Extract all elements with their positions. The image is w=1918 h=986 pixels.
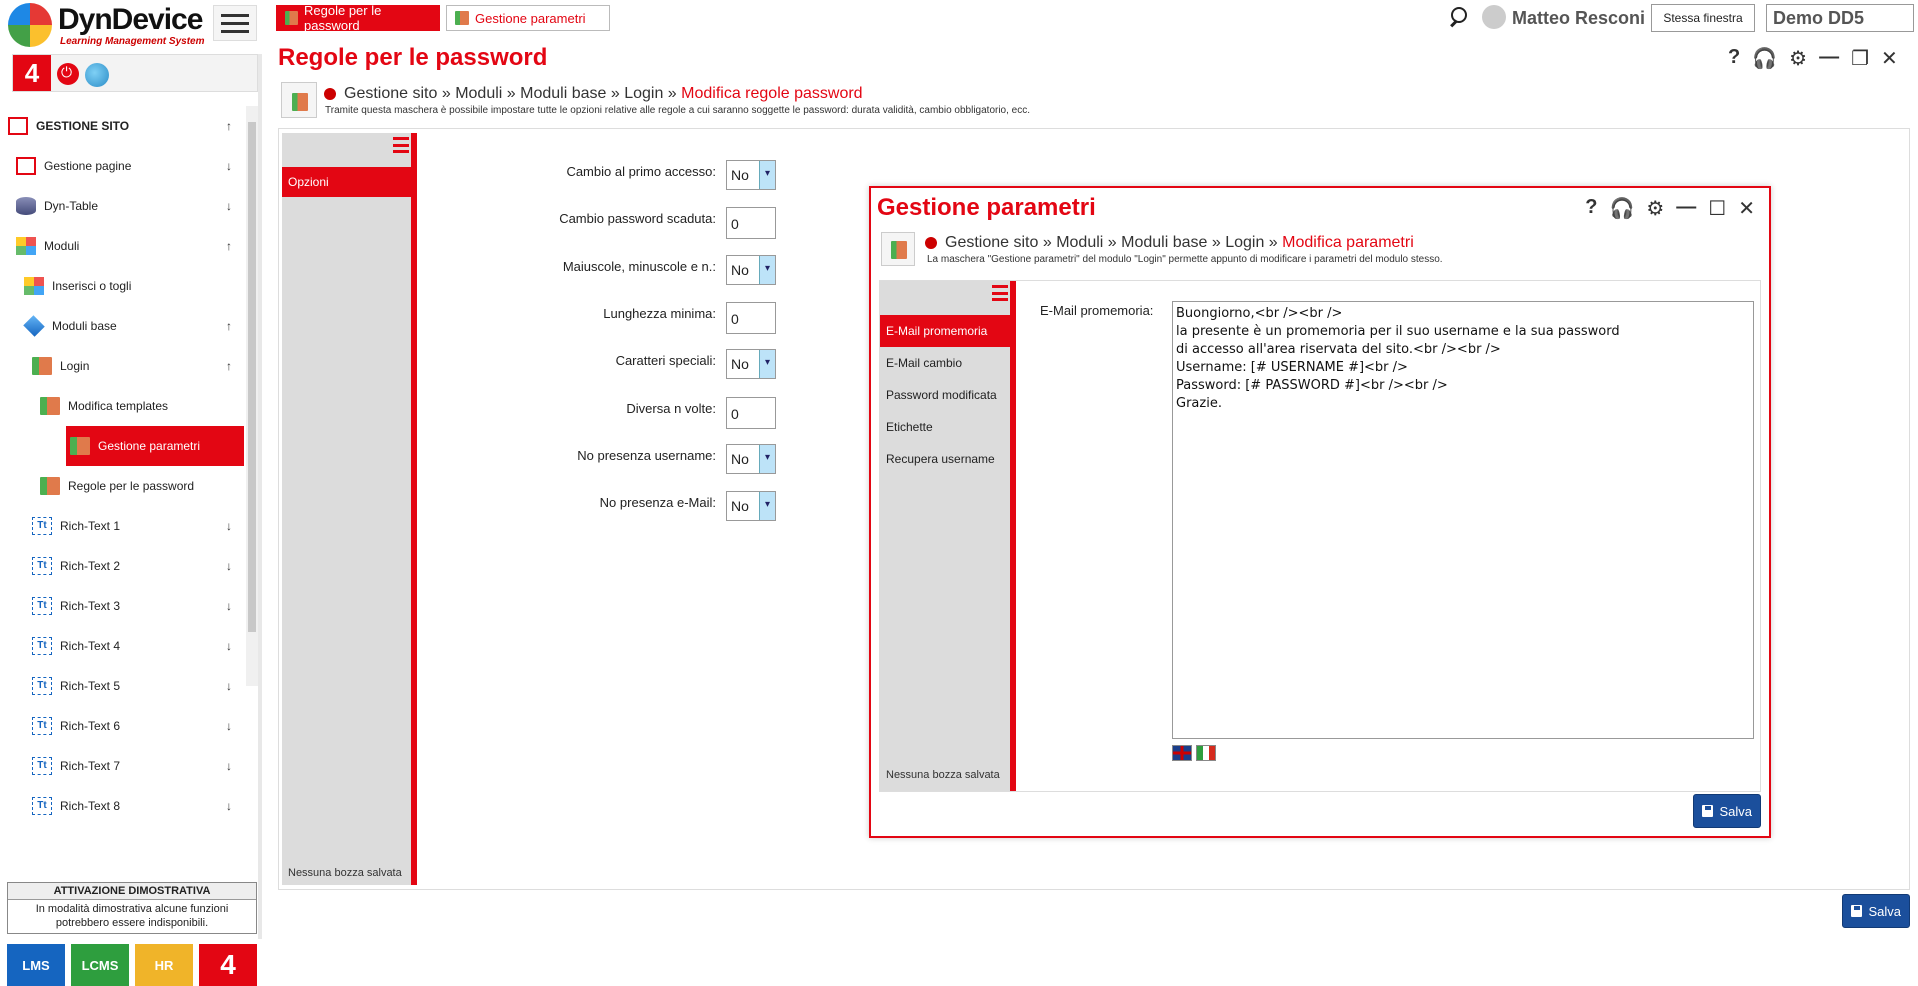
floppy-disk-icon [1702,805,1713,817]
breadcrumb-item[interactable]: Moduli base [520,85,607,102]
language-flags [1172,745,1216,761]
audio-icon[interactable] [324,88,336,100]
breadcrumb-current: Modifica parametri [1282,234,1414,251]
expand-arrow-icon[interactable]: ↓ [226,719,232,733]
expand-arrow-icon[interactable]: ↓ [226,599,232,613]
sidebar-item-label: Gestione pagine [44,159,132,173]
form-row [440,349,780,385]
form-row [440,302,780,338]
breadcrumb [324,85,863,103]
sidebar-item[interactable] [8,746,244,786]
field-select[interactable] [726,160,776,190]
sidebar-item[interactable] [8,506,244,546]
sidebar-item[interactable] [8,346,244,386]
logo-brand: DynDevice [58,3,203,36]
dialog-tab[interactable]: Password modificata [886,388,997,402]
select-value: No [731,167,749,183]
field-label: Maiuscole, minuscole e n.: [562,258,716,274]
field-label: Cambio al primo accesso: [566,164,716,179]
gear-icon[interactable]: ⚙ [1789,48,1808,70]
form-row [440,160,780,196]
breadcrumb-current: Modifica regole password [681,85,863,102]
breadcrumb-item[interactable]: Moduli [1056,234,1104,251]
cube-icon [23,315,44,336]
richtext-icon: Tt [32,797,52,815]
breadcrumb-separator: » [663,85,682,102]
close-icon[interactable]: ✕ [1881,48,1898,70]
form-row [440,444,780,480]
search-icon[interactable] [1449,6,1471,28]
richtext-icon: Tt [32,597,52,615]
form-row [440,207,780,243]
draft-status: Nessuna bozza salvata [288,867,402,879]
sidebar-item-label: Dyn-Table [44,199,99,213]
field-select[interactable] [726,255,776,285]
sidebar-header [12,54,258,92]
breadcrumb-separator: » [437,85,456,102]
chevron-down-icon[interactable]: ▾ [759,492,775,520]
form-row [440,397,780,433]
sidebar [0,54,262,980]
maximize-icon[interactable]: ☐ [1708,198,1727,220]
field-label: Caratteri speciali: [615,353,716,369]
field-select[interactable] [726,349,776,379]
app-switcher [7,944,259,986]
dialog-tab[interactable]: E-Mail promemoria [880,315,1010,347]
sidebar-item-label: Login [60,359,90,373]
globe-icon[interactable] [85,63,109,87]
expand-arrow-icon[interactable]: ↓ [226,559,232,573]
expand-arrow-icon[interactable]: ↑ [226,239,232,253]
door-icon [32,357,52,375]
gear-icon[interactable]: ⚙ [1646,198,1665,220]
sidebar-item[interactable] [8,386,244,426]
sidebar-item[interactable] [8,626,244,666]
sidebar-item-label: Modifica templates [68,399,169,413]
sidebar-item-label: Gestione parametri [98,439,201,453]
help-icon[interactable]: ? [1728,46,1741,68]
close-icon[interactable]: ✕ [1738,198,1755,220]
door-icon [40,397,60,415]
dialog-tools [1585,196,1755,221]
dialog-title: Gestione parametri [877,194,1096,221]
demo-activation-box [7,882,257,934]
door-icon [40,477,60,495]
sidebar-item-label: Rich-Text 1 [60,519,121,533]
breadcrumb-separator: » [1103,234,1122,251]
headset-icon[interactable]: 🎧 [1609,198,1635,220]
field-input[interactable]: 0 [726,397,776,429]
demo-text: In modalità dimostrativa alcune funzioni potrebbero essere indisponibili. [35,903,229,929]
form-row [440,491,780,527]
sidebar-item[interactable] [66,426,244,466]
expand-arrow-icon[interactable]: ↑ [226,119,232,133]
logo-tagline: Learning Management System [60,36,205,47]
window-tools [1728,46,1908,72]
database-icon [16,197,36,215]
sidebar-menu [8,106,244,816]
pages-icon [16,157,36,175]
door-icon [292,93,308,111]
breadcrumb-item[interactable]: Gestione sito [344,85,438,102]
same-window-button[interactable]: Stessa finestra [1651,4,1755,32]
app-button-lcms[interactable]: LCMS [71,944,129,986]
breadcrumb-item[interactable]: Login [624,85,664,102]
dialog-save-button[interactable] [1693,794,1761,828]
field-label: No presenza e-Mail: [599,495,716,511]
headset-icon[interactable]: 🎧 [1752,48,1778,70]
door-icon [455,11,469,25]
chevron-down-icon[interactable]: ▾ [759,350,775,378]
field-input[interactable]: 0 [726,207,776,239]
sidebar-item[interactable] [8,466,244,506]
restore-icon[interactable]: ❐ [1851,48,1869,70]
puzzle-icon [24,277,44,295]
expand-arrow-icon[interactable]: ↓ [226,159,232,173]
dialog-back-button[interactable] [881,232,915,266]
breadcrumb-separator: » [606,85,625,102]
options-panel [282,133,417,885]
dialog-tab-panel [880,281,1016,791]
breadcrumb-separator: » [502,85,521,102]
dialog-draft-status: Nessuna bozza salvata [886,769,1000,781]
page-description: Tramite questa maschera è possibile impostare tutte le opzioni relative alle regole a cui saranno soggette le password: durata validità, cambio obbligatorio, ecc. [325,105,1031,116]
tab-options[interactable]: Opzioni [282,167,411,197]
sidebar-item[interactable] [8,786,244,816]
select-value: No [731,498,749,515]
main-menu-hamburger-icon[interactable] [213,5,257,41]
open-tab-password-rules[interactable] [276,5,440,31]
panel-menu-icon[interactable] [992,285,1008,301]
field-label: No presenza username: [577,447,716,463]
sidebar-item[interactable] [8,226,244,266]
sidebar-item-label: Rich-Text 7 [60,759,121,773]
sidebar-item-label: Rich-Text 5 [60,679,121,693]
flag-en-icon[interactable] [1172,745,1192,761]
field-select[interactable] [726,491,776,521]
field-select[interactable] [726,444,776,474]
dialog-description: La maschera "Gestione parametri" del modulo "Login" permette appunto di modificare i parametri del modulo stesso. [927,254,1443,265]
sidebar-item[interactable] [8,266,244,306]
dialog-tab[interactable]: Etichette [886,420,933,434]
breadcrumb-item[interactable]: Moduli base [1121,234,1208,251]
expand-arrow-icon[interactable]: ↓ [226,519,232,533]
environment-select[interactable]: Demo DD5 [1766,4,1914,32]
save-label: Salva [1719,803,1752,819]
sidebar-item[interactable] [8,706,244,746]
help-icon[interactable]: ? [1585,196,1598,218]
level-badge[interactable]: 4 [13,55,51,91]
sidebar-item-label: Moduli base [52,319,117,333]
richtext-icon: Tt [32,517,52,535]
select-value: No [731,356,749,373]
audio-icon[interactable] [925,237,937,249]
richtext-icon: Tt [32,637,52,655]
dialog-body [879,280,1761,792]
select-value: No [731,450,749,467]
sidebar-item-label: Rich-Text 8 [60,799,121,813]
sidebar-item-label: Moduli [44,239,80,253]
sidebar-item[interactable] [8,586,244,626]
app-button-lms[interactable]: LMS [7,944,65,986]
sidebar-item[interactable] [8,106,244,146]
field-label: Lunghezza minima: [603,305,716,321]
dialog-tab[interactable]: E-Mail cambio [886,356,963,370]
form-row [440,255,780,291]
field-label: Cambio password scaduta: [559,211,716,227]
richtext-icon: Tt [32,677,52,695]
expand-arrow-icon[interactable]: ↓ [226,799,232,813]
user-name[interactable]: Matteo Resconi [1512,8,1646,28]
sidebar-item-label: Rich-Text 4 [60,639,121,653]
back-button[interactable] [281,82,317,118]
expand-arrow-icon[interactable]: ↓ [226,759,232,773]
sidebar-item[interactable] [8,306,244,346]
richtext-icon: Tt [32,757,52,775]
dialog-breadcrumb [925,234,1414,252]
expand-arrow-icon[interactable]: ↑ [226,319,232,333]
breadcrumb-item[interactable]: Gestione sito [945,234,1039,251]
power-icon[interactable] [57,63,79,85]
chevron-down-icon[interactable]: ▾ [759,256,775,284]
modules-icon [16,237,36,255]
tab-label: Gestione parametri [475,10,586,26]
page-title: Regole per le password [278,44,548,71]
breadcrumb-separator: » [1207,234,1226,251]
door-icon [285,11,298,25]
demo-title: ATTIVAZIONE DIMOSTRATIVA [8,883,256,900]
sidebar-scroll-thumb[interactable] [248,122,256,632]
field-input[interactable]: 0 [726,302,776,334]
user-avatar-icon[interactable] [1482,5,1506,29]
expand-arrow-icon[interactable]: ↓ [226,199,232,213]
email-reminder-textarea[interactable]: Buongiorno,<br /><br /> la presente è un promemoria per il suo username e la sua password di accesso all'area riservata del sito.<br /><br /> Username: [# USERNAME #]<br /> Password: [# PASSWORD #]<br /><br /> Grazie. [1172,301,1754,739]
sidebar-item-label: GESTIONE SITO [36,119,130,133]
save-button[interactable] [1842,894,1910,928]
richtext-icon: Tt [32,717,52,735]
open-tab-parameters[interactable] [446,5,610,31]
sidebar-item[interactable] [8,186,244,226]
flag-it-icon[interactable] [1196,745,1216,761]
logo-circle-icon [8,3,52,47]
monitor-icon [8,117,28,135]
chevron-down-icon[interactable]: ▾ [759,445,775,473]
breadcrumb-separator: » [1264,234,1283,251]
sidebar-item-label: Rich-Text 6 [60,719,121,733]
sidebar-item[interactable] [8,546,244,586]
tab-label: Regole per le password [304,3,382,33]
door-icon [70,437,90,455]
sidebar-item-label: Regole per le password [68,479,195,493]
expand-arrow-icon[interactable]: ↓ [226,639,232,653]
parameters-dialog [869,186,1771,838]
minimize-icon[interactable]: — [1676,196,1697,218]
door-icon [891,241,907,259]
app-button-hr[interactable]: HR [135,944,193,986]
breadcrumb-separator: » [1038,234,1057,251]
breadcrumb-item[interactable]: Login [1225,234,1265,251]
app-button-4[interactable]: 4 [199,944,257,986]
sidebar-item-label: Inserisci o togli [52,279,132,293]
sidebar-item[interactable] [8,666,244,706]
expand-arrow-icon[interactable]: ↑ [226,359,232,373]
panel-menu-icon[interactable] [393,137,409,153]
floppy-disk-icon [1851,905,1862,917]
dyndevice-logo[interactable] [8,3,208,47]
dialog-tab[interactable]: Recupera username [886,452,995,466]
chevron-down-icon[interactable]: ▾ [759,161,775,189]
richtext-icon: Tt [32,557,52,575]
top-bar [0,0,1918,47]
email-reminder-label: E-Mail promemoria: [1040,303,1154,318]
save-label: Salva [1868,903,1901,919]
minimize-icon[interactable]: — [1819,46,1840,68]
select-value: No [731,261,749,278]
sidebar-item-label: Rich-Text 2 [60,559,121,573]
expand-arrow-icon[interactable]: ↓ [226,679,232,693]
breadcrumb-item[interactable]: Moduli [455,85,503,102]
sidebar-item[interactable] [8,146,244,186]
field-label: Diversa n volte: [626,400,716,416]
sidebar-item-label: Rich-Text 3 [60,599,121,613]
